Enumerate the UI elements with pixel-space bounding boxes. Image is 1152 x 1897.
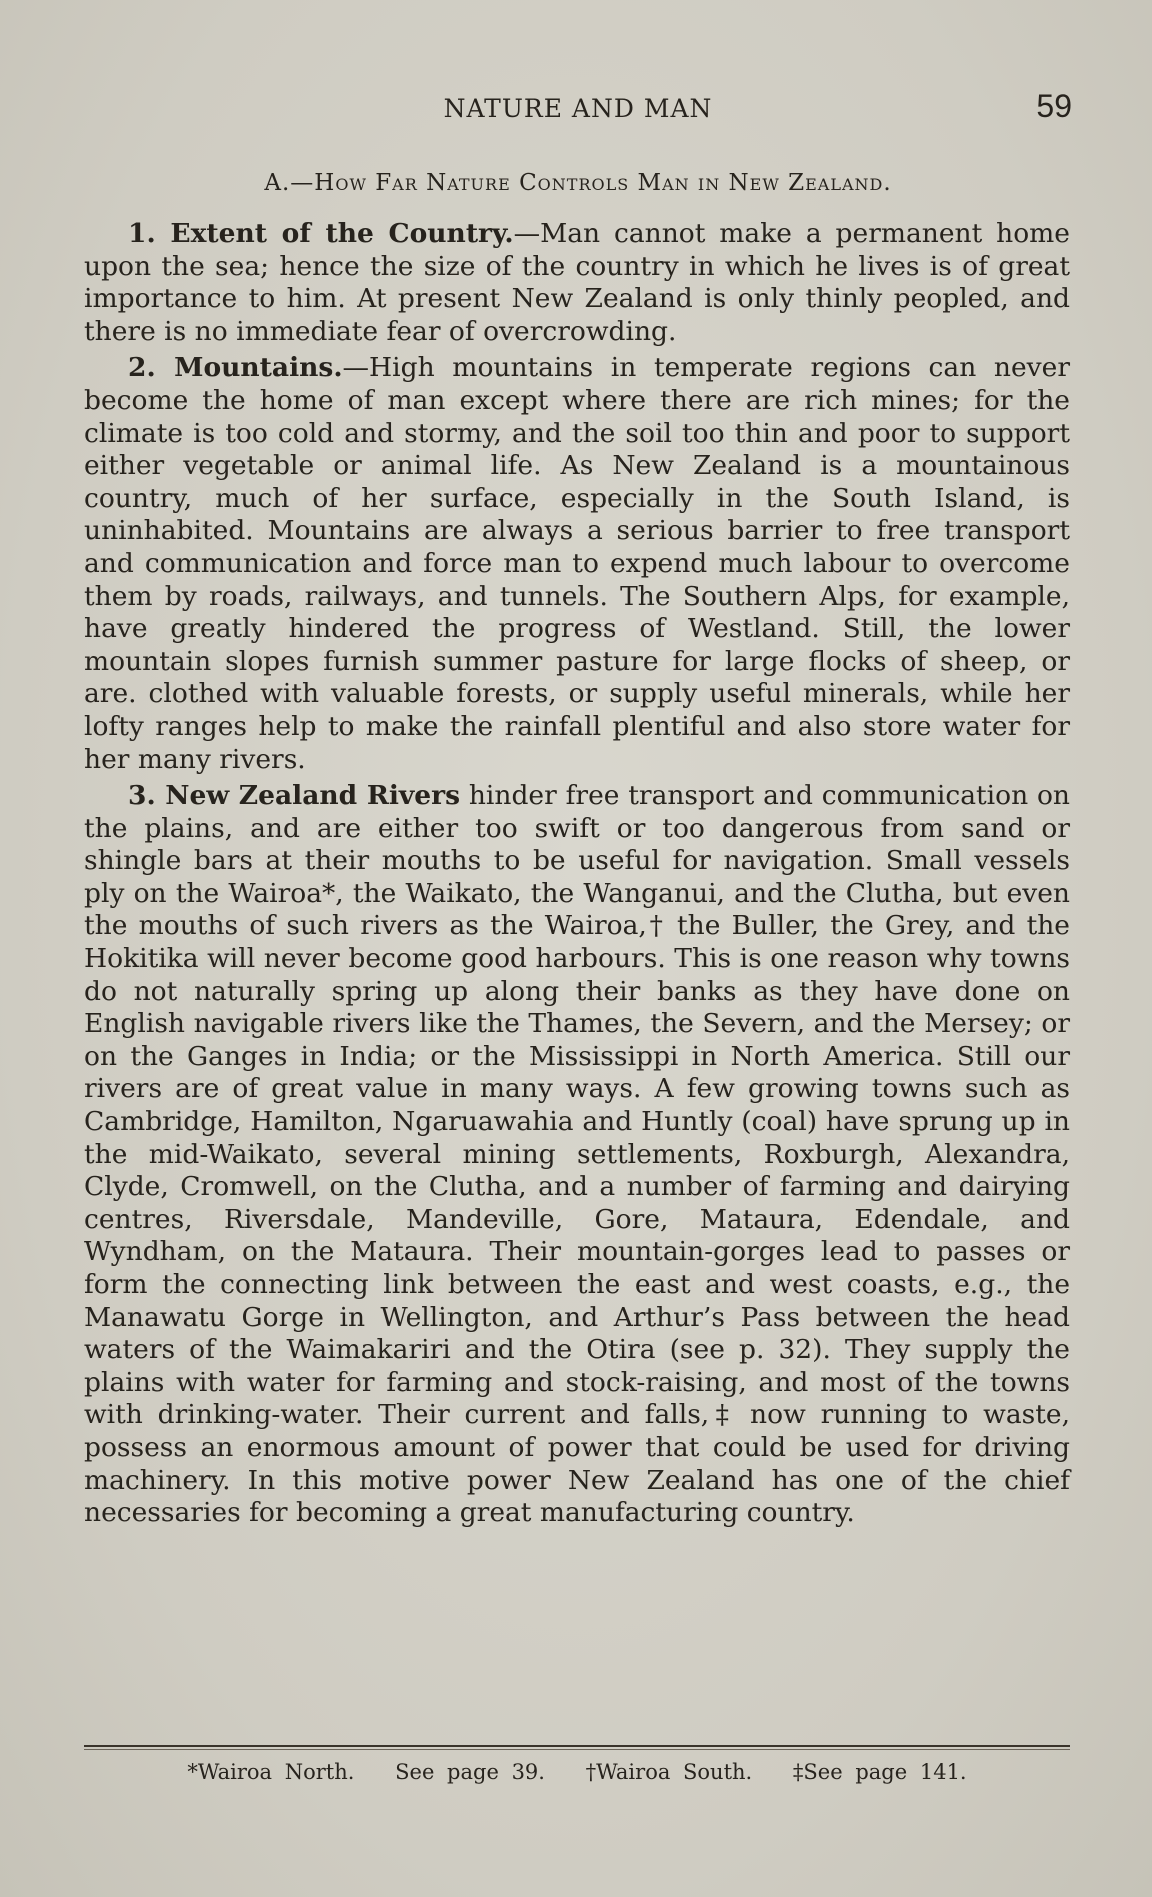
- paragraph-heading: 3. New Zealand Rivers: [128, 780, 461, 812]
- paragraph-text: —Man cannot make a permanent home upon the sea; hence the size of the country in which he lives is of great importance to him. At present New Zealand is only thinly peopled, and there is no immediate fear of overcrowding.: [84, 218, 1070, 347]
- paragraph-heading: 2. Mountains.: [128, 352, 343, 384]
- paragraph-mountains: [84, 352, 1070, 776]
- footnote-wairoa-south: †Wairoa South.: [585, 1760, 753, 1784]
- footnote-divider: [84, 1745, 1070, 1747]
- paragraph-extent: [84, 218, 1070, 348]
- running-head: NATURE AND MAN: [443, 94, 713, 123]
- page-number: 59: [1036, 88, 1072, 124]
- footnote-see-page-39: See page 39.: [395, 1760, 545, 1784]
- footnote-divider-secondary: [84, 1749, 1070, 1750]
- footnote-wairoa-north: *Wairoa North.: [187, 1760, 355, 1784]
- footnotes: [84, 1760, 1070, 1784]
- paragraph-text: hinder free transport and communication on the plains, and are either too swift or too dangerous from sand or shingle bars at their mouths to be useful for navigation. Small vessels ply on the Wairoa*, the Waikato, the Wanganui, and the Clutha, but even the mouths of such rivers as the Wairoa,† the Buller, the Grey, and the Hokitika will never become good harbours. This is one reason why towns do not naturally spring up along their banks as they have done on English navigable rivers like the Thames, the Severn, and the Mersey; or on the Ganges in India; or the Mississippi in North America. Still our rivers are of great value in many ways. A few growing towns such as Cambridge, Hamilton, Ngaruawahia and Huntly (coal) have sprung up in the mid-Waikato, several mining settlements, Roxburgh, Alexandra, Clyde, Cromwell, on the Clutha, and a number of farming and dairying centres, Riversdale, Mandeville, Gore, Mataura, Edendale, and Wyndham, on the Mataura. Their mountain-gorges lead to passes or form the connecting link between the east and west coasts, e.g., the Manawatu Gorge in Wellington, and Arthur’s Pass between the head waters of the Waimakariri and the Otira (see p. 32). They supply the plains with water for farming and stock-raising, and most of the towns with drinking-water. Their current and falls,‡ now running to waste, possess an enormous amount of power that could be used for driving machinery. In this motive power New Zealand has one of the chief necessaries for becoming a great manufacturing country.: [84, 780, 1071, 1529]
- paragraph-rivers: [84, 780, 1070, 1530]
- page-header: [84, 88, 1072, 128]
- paragraph-text: —High mountains in temperate regions can never become the home of man except where there are rich mines; for the climate is too cold and stormy, and the soil too thin and poor to support either vegetable or animal life. As New Zealand is a mountainous country, much of her surface, especially in the South Island, is uninhabited. Mountains are always a serious barrier to free transport and communication and force man to expend much labour to overcome them by roads, railways, and tunnels. The Southern Alps, for example, have greatly hindered the progress of Westland. Still, the lower mountain slopes furnish summer pasture for large flocks of sheep, or are. clothed with valuable forests, or supply useful minerals, while her lofty ranges help to make the rainfall plentiful and also store water for her many rivers.: [84, 352, 1070, 775]
- paragraph-heading: 1. Extent of the Country.: [128, 218, 514, 249]
- body-text: [84, 218, 1070, 1534]
- footnote-see-page-141: ‡See page 141.: [792, 1760, 967, 1784]
- section-title: A.—How Far Nature Controls Man in New Zealand.: [264, 170, 892, 196]
